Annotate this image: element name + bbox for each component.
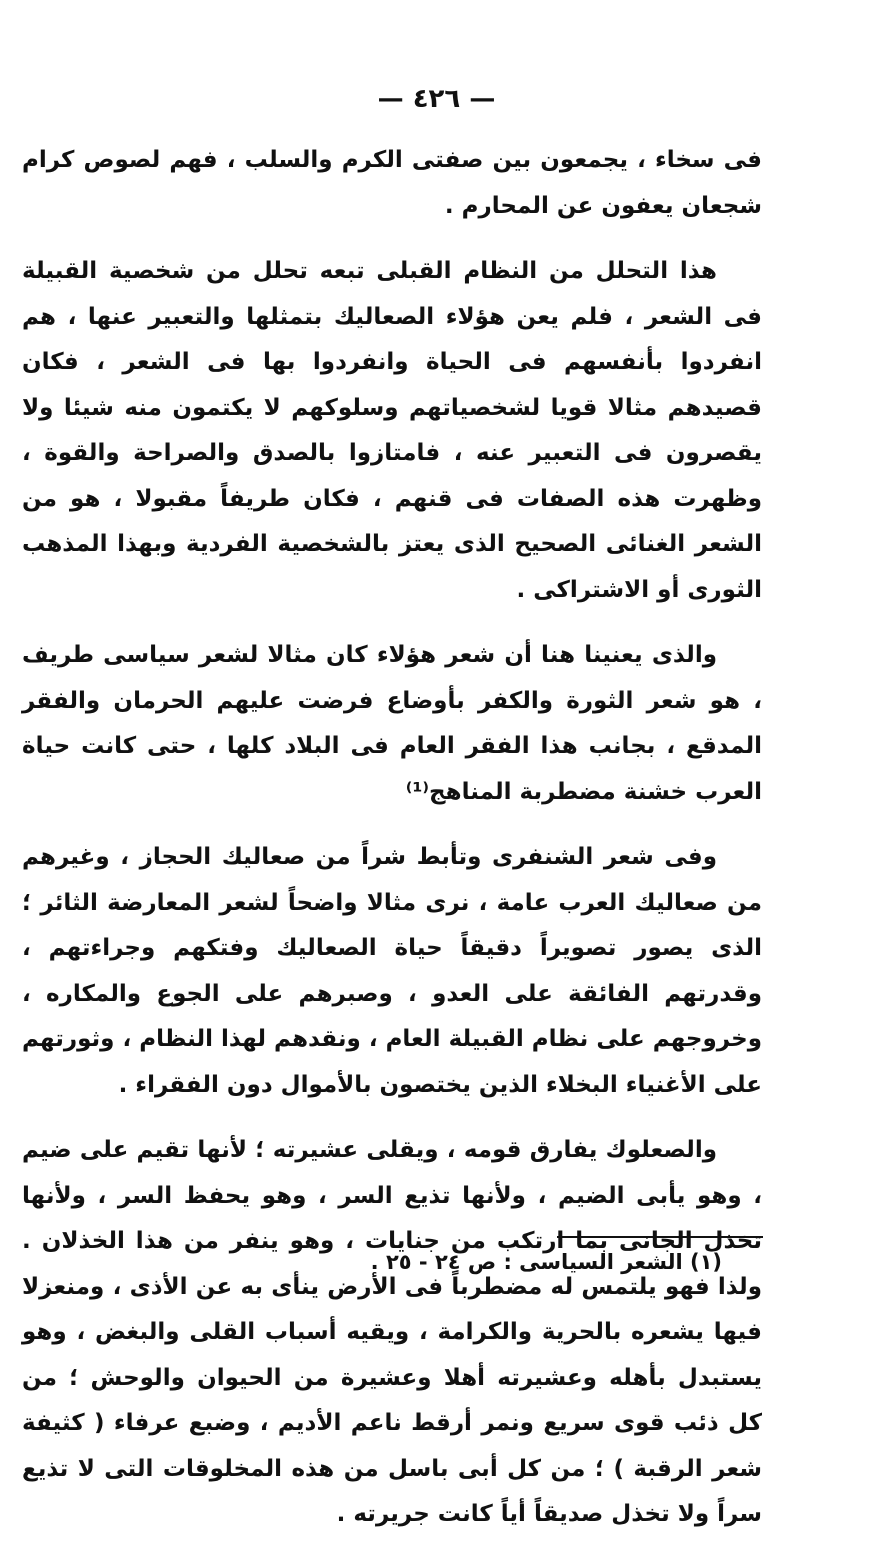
body-text bbox=[22, 138, 762, 1558]
paragraph-4: وفى شعر الشنفرى وتأبط شراً من صعاليك الحجاز ، وغيرهم من صعاليك العرب عامة ، نرى مثالا واضحاً لشعر المعارضة الثائر ؛ الذى يصور تصويراً دقيقاً حياة الصعاليك وفتكهم وجراءتهم ، وقدرتهم الفائقة على العدو ، وصبرهم على الجوع والمكاره ، وخروجهم على نظام القبيلة العام ، ونقدهم لهذا النظام ، وثورتهم على الأغنياء البخلاء الذين يختصون بالأموال دون الفقراء . bbox=[22, 844, 762, 1098]
paragraph-5: والصعلوك يفارق قومه ، ويقلى عشيرته ؛ لأنها تقيم على ضيم ، وهو يأبى الضيم ، ولأنها تذيع السر ، وهو يحفظ السر ، ولأنها تخذل الجانى بما ارتكب من جنايات ، وهو ينفر من هذا الخذلان . ولذا فهو يلتمس له مضطرباً فى الأرض ينأى به عن الأذى ، ومنعزلا فيها يشعره بالحرية والكرامة ، ويقيه أسباب القلى والبغض ، وهو يستبدل بأهله وعشيرته أهلا وعشيرة من الحيوان والوحش ؛ من كل ذئب قوى سريع ونمر أرقط ناعم الأديم ، وضبع عرفاء ( كثيفة شعر الرقبة ) ؛ من كل أبى باسل من هذه المخلوقات التى لا تذيع سراً ولا تخذل صديقاً أياً كانت جريرته . bbox=[22, 1137, 762, 1527]
page-number: — ٤٢٦ — bbox=[377, 84, 496, 114]
paragraph-2: هذا التحلل من النظام القبلى تبعه تحلل من شخصية القبيلة فى الشعر ، فلم يعن هؤلاء الصعاليك بتمثلها والتعبير عنها ، هم انفردوا بأنفسهم فى الحياة وانفردوا بها فى الشعر ، فكان قصيدهم مثالا قويا لشخصياتهم وسلوكهم لا يكتمون منه شيئا ولا يقصرون فى التعبير عنه ، فامتازوا بالصدق والصراحة والقوة ، وظهرت هذه الصفات فى قنهم ، فكان طريفاً مقبولا ، هو من الشعر الغنائى الصحيح الذى يعتز بالشخصية الفردية وبهذا المذهب الثورى أو الاشتراكى . bbox=[22, 258, 762, 603]
paragraph-3: والذى يعنينا هنا أن شعر هؤلاء كان مثالا لشعر سياسى طريف ، هو شعر الثورة والكفر بأوضاع فرضت عليهم الحرمان والفقر المدقع ، بجانب هذا الفقر العام فى البلاد كلها ، حتى كانت حياة العرب خشنة مضطربة المناهج⁽¹⁾ bbox=[22, 642, 762, 805]
footnote: (١) الشعر السياسى : ص ٢٤ - ٢٥ . bbox=[370, 1250, 722, 1274]
footnote-divider bbox=[557, 1236, 763, 1238]
paragraph-1: فى سخاء ، يجمعون بين صفتى الكرم والسلب ، فهم لصوص كرام شجعان يعفون عن المحارم . bbox=[22, 147, 762, 219]
